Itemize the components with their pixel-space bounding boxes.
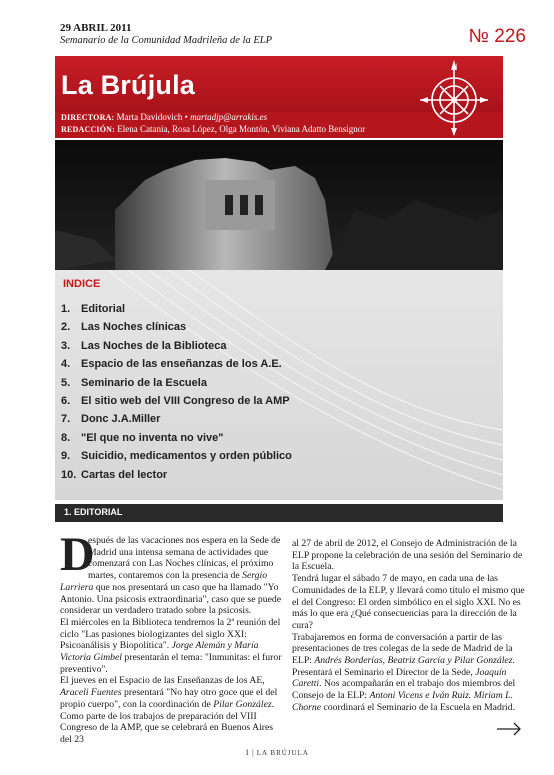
page-footer: [0, 748, 554, 762]
redaccion-label: REDACCIÓN:: [61, 124, 115, 134]
section-header: [55, 504, 503, 522]
issue-subtitle: Semanario de la Comunidad Madrileña de la ELP: [60, 35, 273, 46]
director-line: DIRECTORA: Marta Davidovich • martadjp@arrakis.es: [61, 112, 268, 122]
index-item[interactable]: 8. "El que no inventa no vive": [61, 431, 224, 444]
index-item[interactable]: 7. Donc J.A.Miller: [61, 413, 161, 426]
newsletter-title: La Brújula: [61, 70, 196, 100]
index-item[interactable]: 3. Las Noches de la Biblioteca: [61, 339, 227, 352]
index-item[interactable]: 4. Espacio de las enseñanzas de los A.E.: [61, 358, 282, 371]
index-item[interactable]: 6. El sitio web del VIII Congreso de la AMP: [61, 394, 290, 407]
director-name: Marta Davidovich: [116, 112, 183, 122]
index-heading: INDICE: [63, 278, 101, 290]
paragraph: al 27 de abril de 2012, el Consejo de Administración de la ELP propone la celebración de una sesión del Seminario de la Escuela.: [292, 538, 523, 573]
paragraph: Presentará el Seminario el Director de la Sede, Joaquín Caretti. Nos acompañarán en el trabajo dos miembros del Consejo de la ELP: Antoni Vicens e Iván Ruiz. Miriam L. Chorne coordinará el Seminario de la Escuela en Madrid.: [292, 666, 516, 713]
index-list: [61, 303, 292, 487]
page-number: 1: [245, 748, 250, 757]
drop-cap: D: [60, 528, 95, 581]
section-title: 1. EDITORIAL: [64, 507, 123, 517]
issue-date: 29 ABRIL 2011: [60, 22, 132, 34]
director-label: DIRECTORA:: [61, 113, 115, 122]
article-column-2: [292, 538, 525, 714]
credits: [61, 112, 365, 135]
issue-header: [60, 22, 530, 56]
paragraph: D espués de las vacaciones nos espera en la Sede de Madrid una intensa semana de actividades que comenzará con Las Noches clínicas, el próximo martes, contaremos con la presencia de Sergio Larriera que nos presentará un caso que ha llamado "Yo Antonio. Una psicosis extraordinaria", caso que se puede considerar un verdadero tratado sobre la psicosis.: [60, 528, 282, 617]
index-item[interactable]: 10. Cartas del lector: [61, 468, 168, 481]
paragraph: El jueves en el Espacio de las Enseñanzas de los AE, Araceli Fuentes presentará "No hay otro goce que el del propio cuerpo", con la coordinación de Pilar González.: [60, 675, 278, 710]
paragraph: El miércoles en la Biblioteca tendremos la 2ª reunión del ciclo "Las pasiones biologizantes del siglo XXI: Psicoanálisis y Biopolítica". Jorge Alemán y María Victoria Gimbel presentarán el tema: "Inmunitas: el furor preventivo".: [60, 616, 282, 675]
director-email[interactable]: martadjp@arrakis.es: [190, 112, 268, 122]
next-page-arrow-icon[interactable]: [496, 722, 522, 736]
article-column-1: [60, 528, 283, 746]
redaccion-line: [61, 124, 365, 136]
redaccion-names: Elena Catania, Rosa López, Olga Montón, Viviana Adatto Bensignor: [117, 123, 366, 134]
index-item[interactable]: 5. Seminario de la Escuela: [61, 376, 207, 389]
footer-separator: |: [252, 748, 254, 757]
paragraph: Tendrá lugar el sábado 7 de mayo, en cada una de las Comunidades de la ELP, y llevará como título el mismo que el del Congreso: El orden simbólico en el siglo XXI. No es más lo que era ¿Qué consecuencias para la dirección de la cura?: [292, 573, 525, 631]
index-item[interactable]: 2. Las Noches clínicas: [61, 321, 187, 334]
header-photo: [55, 140, 503, 270]
index-item[interactable]: 1. Editorial: [61, 303, 126, 315]
paragraph: Como parte de los trabajos de preparación del VIII Congreso de la AMP, que se celebrará en Buenos Aires del 23: [60, 710, 274, 745]
footer-brand: LA BRÚJULA: [256, 749, 309, 757]
index-panel: [55, 270, 503, 500]
issue-number: № 226: [468, 26, 526, 47]
svg-text:N: N: [453, 64, 458, 70]
compass-logo-icon: [414, 58, 494, 138]
paragraph: Trabajaremos en forma de conversación a partir de las presentaciones de tres colegas de la sede de Madrid de la ELP: Andrés Borderías, Beatriz García y Pilar González.: [292, 631, 515, 667]
index-item[interactable]: 9. Suicidio, medicamentos y orden público: [61, 450, 292, 463]
